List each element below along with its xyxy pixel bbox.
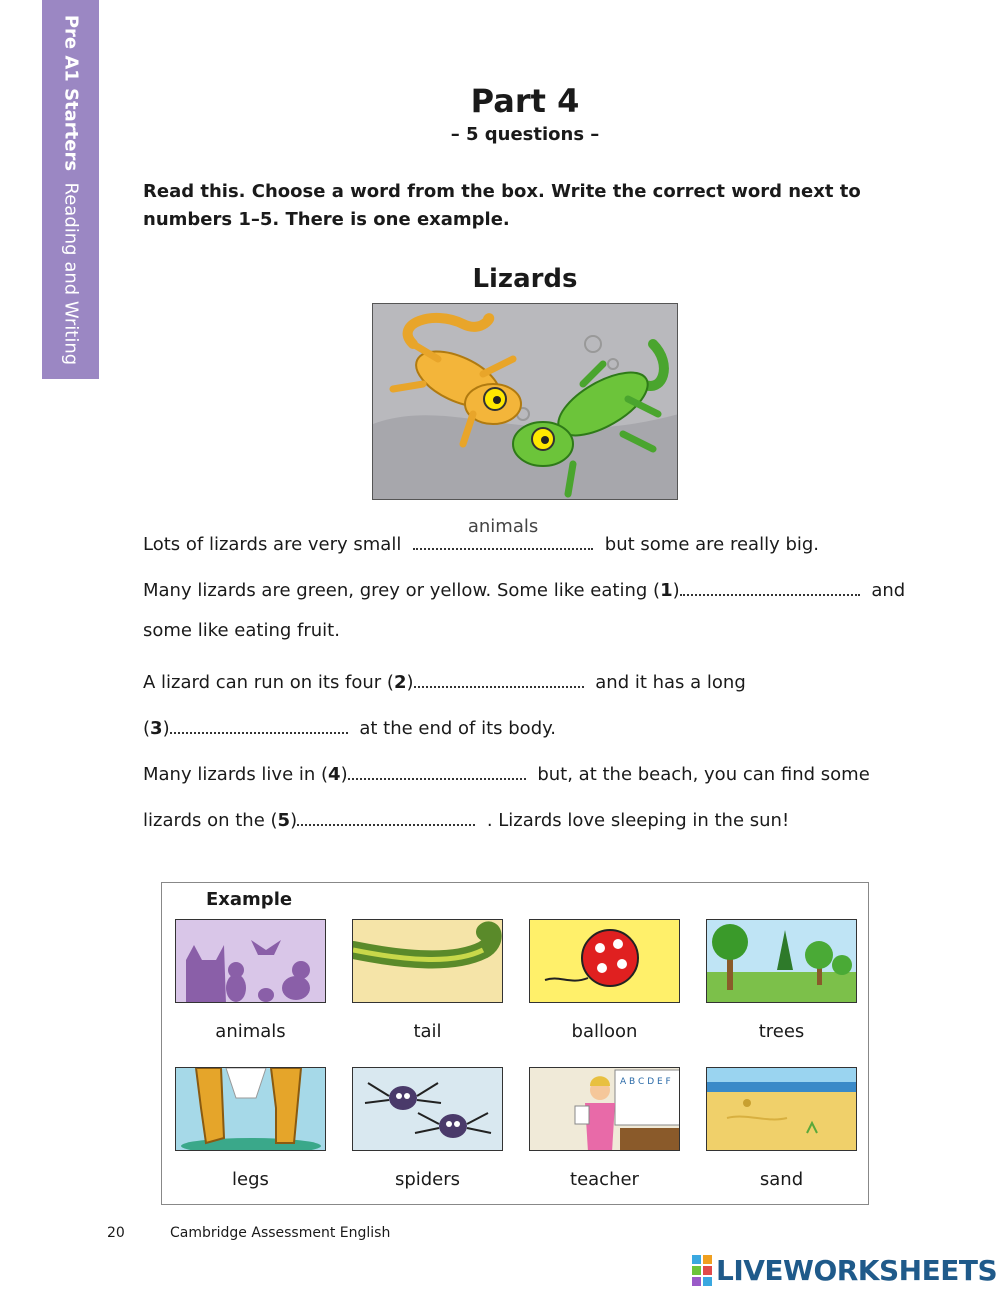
line-7: lizards on the (5) . Lizards love sleeping in the sun! xyxy=(143,804,789,831)
balloon-image xyxy=(529,919,680,1003)
line-5: (3) at the end of its body. xyxy=(143,712,556,739)
teacher-image xyxy=(529,1067,680,1151)
line-3: some like eating fruit. xyxy=(143,620,340,641)
line-1: Lots of lizards are very small animals but some are really big. xyxy=(143,516,820,555)
page-number: 20 xyxy=(107,1225,125,1241)
side-tab xyxy=(42,0,99,379)
page-subtitle: – 5 questions – xyxy=(450,124,600,145)
word-card-balloon: balloon xyxy=(529,919,680,1042)
story-title: Lizards xyxy=(472,264,578,294)
answer-blank-5[interactable] xyxy=(297,804,475,826)
trees-image xyxy=(706,919,857,1003)
word-card-legs: legs xyxy=(175,1067,326,1190)
line-6: Many lizards live in (4) but, at the beach, you can find some xyxy=(143,758,870,785)
word-card-spiders: spiders xyxy=(352,1067,503,1190)
side-tab-text: Pre A1 Starters Reading and Writing xyxy=(60,14,81,366)
tail-image xyxy=(352,919,503,1003)
sand-image xyxy=(706,1067,857,1151)
answer-blank-4[interactable] xyxy=(348,758,526,780)
word-card-tail: tail xyxy=(352,919,503,1042)
instructions: Read this. Choose a word from the box. Write the correct word next to numbers 1–5. There is one example. xyxy=(143,181,861,230)
word-card-sand: sand xyxy=(706,1067,857,1190)
word-card-teacher: A B C D E F teacher xyxy=(529,1067,680,1190)
word-card-animals: animals xyxy=(175,919,326,1042)
brand-text: LIVEWORKSHEETS xyxy=(716,1253,998,1287)
page-title: Part 4 xyxy=(470,82,580,120)
legs-image xyxy=(175,1067,326,1151)
publisher: Cambridge Assessment English xyxy=(170,1225,391,1241)
answer-blank-2[interactable] xyxy=(414,666,584,688)
answer-blank-3[interactable] xyxy=(170,712,348,734)
example-blank: animals xyxy=(413,528,593,550)
svg-text:A B C D E F: A B C D E F xyxy=(620,1077,671,1087)
line-4: A lizard can run on its four (2) and it has a long xyxy=(143,666,746,693)
example-label: Example xyxy=(206,889,293,910)
line-2: Many lizards are green, grey or yellow. Some like eating (1) and xyxy=(143,574,905,601)
brand-icon xyxy=(692,1255,712,1286)
animals-image xyxy=(175,919,326,1003)
lizards-illustration xyxy=(372,303,678,500)
answer-blank-1[interactable] xyxy=(680,574,860,596)
word-box xyxy=(161,882,869,1205)
spiders-image xyxy=(352,1067,503,1151)
word-card-trees: trees xyxy=(706,919,857,1042)
brand-logo xyxy=(692,1255,997,1285)
